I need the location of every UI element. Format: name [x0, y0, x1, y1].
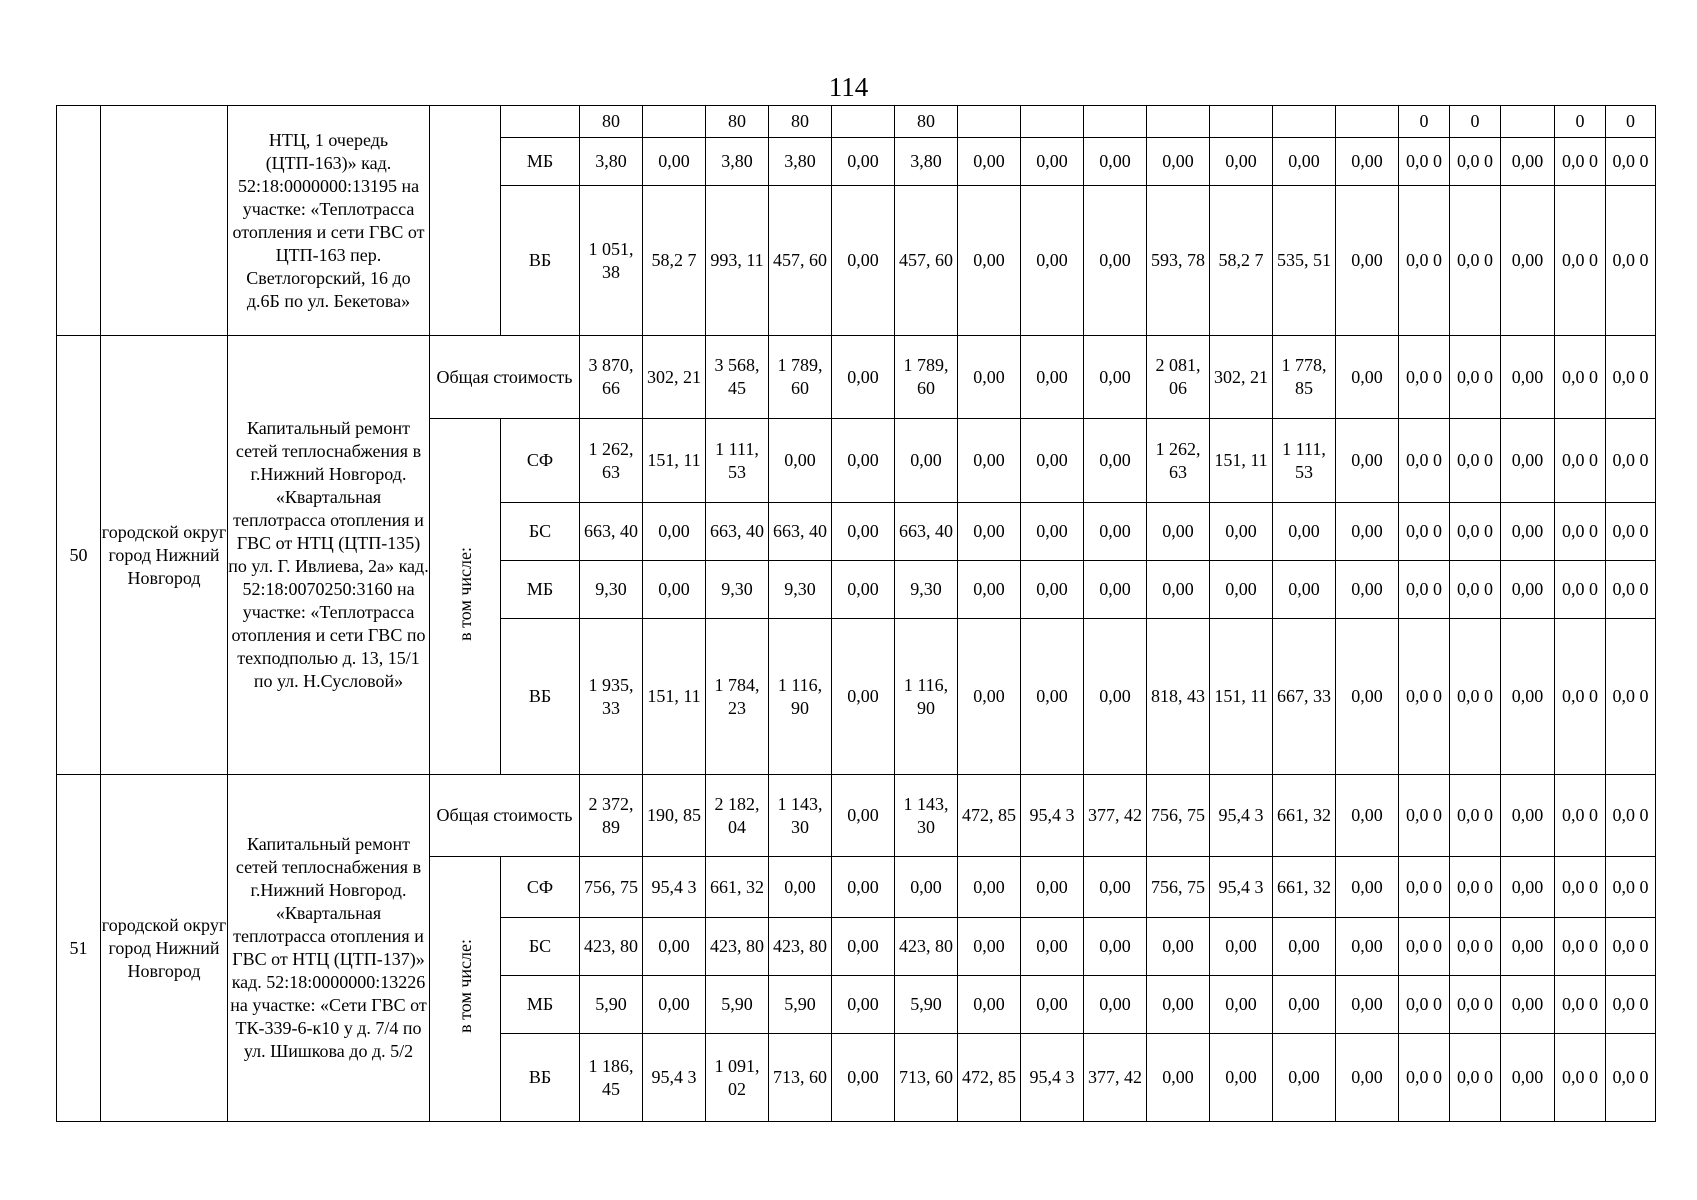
value-cell: 0,0 0 [1399, 857, 1450, 918]
value-cell: 1 116, 90 [769, 619, 832, 775]
total-cost-label: Общая стоимость [430, 336, 580, 419]
value-cell: 0,00 [958, 561, 1021, 619]
value-cell: 0,0 0 [1450, 857, 1501, 918]
value-cell: 95,4 3 [643, 1034, 706, 1122]
value-cell: 663, 40 [895, 503, 958, 561]
value-cell: 0,00 [1336, 619, 1399, 775]
value-cell: 9,30 [895, 561, 958, 619]
value-cell: 0,00 [1084, 976, 1147, 1034]
funding-source-label: СФ [501, 419, 580, 503]
value-cell: 80 [580, 106, 643, 138]
value-cell: 1 091, 02 [706, 1034, 769, 1122]
value-cell: 0,00 [643, 503, 706, 561]
value-cell: 0,00 [958, 503, 1021, 561]
value-cell: 0,0 0 [1606, 561, 1656, 619]
value-cell: 0,00 [1501, 561, 1555, 619]
value-cell: 0 [1399, 106, 1450, 138]
group-label: в том числе: [454, 939, 475, 1033]
total-value-cell: 0,0 0 [1399, 775, 1450, 857]
value-cell: 0,00 [1336, 561, 1399, 619]
value-cell: 472, 85 [958, 1034, 1021, 1122]
value-cell: 0,00 [958, 976, 1021, 1034]
value-cell [832, 106, 895, 138]
value-cell: 0,00 [1021, 857, 1084, 918]
value-cell: 377, 42 [1084, 1034, 1147, 1122]
value-cell: 0,00 [832, 976, 895, 1034]
value-cell: 0,00 [1210, 976, 1273, 1034]
value-cell: 0,00 [1336, 138, 1399, 186]
row-number-cell: 50 [57, 336, 101, 775]
page-number: 114 [828, 72, 869, 102]
value-cell: 0,00 [1336, 857, 1399, 918]
total-value-cell: 1 778, 85 [1273, 336, 1336, 419]
total-value-cell: 0,00 [1021, 336, 1084, 419]
value-cell: 0,00 [958, 138, 1021, 186]
total-value-cell: 0,00 [1336, 775, 1399, 857]
value-cell: 0,00 [1084, 419, 1147, 503]
value-cell: 0,00 [1501, 1034, 1555, 1122]
value-cell: 0,00 [1147, 1034, 1210, 1122]
total-value-cell: 1 789, 60 [895, 336, 958, 419]
total-value-cell: 3 568, 45 [706, 336, 769, 419]
value-cell [1084, 106, 1147, 138]
value-cell: 0,00 [958, 619, 1021, 775]
value-cell: 0,0 0 [1399, 918, 1450, 976]
value-cell: 3,80 [895, 138, 958, 186]
value-cell: 151, 11 [643, 619, 706, 775]
total-value-cell: 302, 21 [1210, 336, 1273, 419]
value-cell: 1 116, 90 [895, 619, 958, 775]
value-cell: 0,00 [895, 857, 958, 918]
value-cell [643, 106, 706, 138]
total-value-cell: 472, 85 [958, 775, 1021, 857]
value-cell: 58,2 7 [1210, 186, 1273, 336]
value-cell: 0,00 [1021, 561, 1084, 619]
value-cell: 0,00 [1336, 186, 1399, 336]
value-cell: 535, 51 [1273, 186, 1336, 336]
value-cell: 0,0 0 [1399, 503, 1450, 561]
table-row [57, 106, 1656, 138]
value-cell: 756, 75 [580, 857, 643, 918]
value-cell: 0,0 0 [1450, 186, 1501, 336]
value-cell: 0,0 0 [1555, 857, 1606, 918]
value-cell [1147, 106, 1210, 138]
value-cell: 0,0 0 [1555, 1034, 1606, 1122]
value-cell: 0,00 [832, 1034, 895, 1122]
value-cell [1336, 106, 1399, 138]
value-cell: 0,00 [1501, 186, 1555, 336]
value-cell: 0,0 0 [1555, 186, 1606, 336]
value-cell: 667, 33 [1273, 619, 1336, 775]
value-cell: 1 111, 53 [706, 419, 769, 503]
value-cell: 0,00 [1501, 976, 1555, 1034]
value-cell: 0,00 [769, 857, 832, 918]
value-cell: 80 [706, 106, 769, 138]
value-cell: 0,00 [895, 419, 958, 503]
value-cell: 0,0 0 [1606, 186, 1656, 336]
value-cell: 3,80 [706, 138, 769, 186]
value-cell: 0,0 0 [1606, 619, 1656, 775]
value-cell: 0,00 [1147, 138, 1210, 186]
value-cell: 0,00 [1021, 419, 1084, 503]
value-cell: 0,00 [958, 419, 1021, 503]
funding-source-label [501, 106, 580, 138]
value-cell: 423, 80 [769, 918, 832, 976]
total-value-cell: 2 081, 06 [1147, 336, 1210, 419]
group-label-cell [430, 419, 501, 775]
funding-source-label: ВБ [501, 186, 580, 336]
value-cell: 0 [1606, 106, 1656, 138]
value-cell: 5,90 [895, 976, 958, 1034]
value-cell: 151, 11 [643, 419, 706, 503]
value-cell: 0,00 [1147, 503, 1210, 561]
value-cell: 0,0 0 [1555, 419, 1606, 503]
value-cell [1210, 106, 1273, 138]
funding-source-label: СФ [501, 857, 580, 918]
value-cell: 0,00 [832, 619, 895, 775]
total-value-cell: 0,0 0 [1606, 775, 1656, 857]
municipality-cell: городской округ город Нижний Новгород [101, 775, 228, 1122]
value-cell: 423, 80 [706, 918, 769, 976]
row-number-cell [57, 106, 101, 336]
value-cell: 0,00 [1501, 619, 1555, 775]
value-cell: 0,00 [832, 138, 895, 186]
value-cell: 0,00 [832, 503, 895, 561]
total-value-cell: 190, 85 [643, 775, 706, 857]
table-row [57, 336, 1656, 419]
funding-source-label: МБ [501, 138, 580, 186]
value-cell: 0,0 0 [1450, 918, 1501, 976]
total-value-cell: 0,00 [832, 336, 895, 419]
total-value-cell: 0,00 [832, 775, 895, 857]
value-cell: 0,00 [1021, 619, 1084, 775]
value-cell: 1 784, 23 [706, 619, 769, 775]
value-cell: 0,0 0 [1450, 976, 1501, 1034]
total-value-cell: 2 372, 89 [580, 775, 643, 857]
value-cell: 713, 60 [769, 1034, 832, 1122]
value-cell: 0,0 0 [1555, 561, 1606, 619]
value-cell: 95,4 3 [1210, 857, 1273, 918]
total-value-cell: 0,00 [1501, 775, 1555, 857]
value-cell: 663, 40 [769, 503, 832, 561]
value-cell: 713, 60 [895, 1034, 958, 1122]
total-value-cell: 0,0 0 [1450, 775, 1501, 857]
value-cell: 0,0 0 [1450, 503, 1501, 561]
value-cell: 0,0 0 [1399, 186, 1450, 336]
total-value-cell: 95,4 3 [1210, 775, 1273, 857]
total-value-cell: 0,0 0 [1555, 336, 1606, 419]
funding-source-label: БС [501, 503, 580, 561]
value-cell: 0,00 [1336, 1034, 1399, 1122]
value-cell: 0,00 [958, 186, 1021, 336]
value-cell: 95,4 3 [1021, 1034, 1084, 1122]
municipality-cell: городской округ город Нижний Новгород [101, 336, 228, 775]
value-cell: 457, 60 [769, 186, 832, 336]
value-cell: 0,00 [1021, 918, 1084, 976]
value-cell: 1 111, 53 [1273, 419, 1336, 503]
value-cell: 0,0 0 [1555, 138, 1606, 186]
value-cell: 9,30 [580, 561, 643, 619]
value-cell: 0,00 [1147, 561, 1210, 619]
value-cell: 9,30 [769, 561, 832, 619]
value-cell: 457, 60 [895, 186, 958, 336]
funding-source-label: МБ [501, 976, 580, 1034]
value-cell: 5,90 [769, 976, 832, 1034]
value-cell: 0,00 [643, 138, 706, 186]
value-cell: 58,2 7 [643, 186, 706, 336]
value-cell: 756, 75 [1147, 857, 1210, 918]
value-cell: 0,00 [1084, 857, 1147, 918]
total-value-cell: 0,00 [1336, 336, 1399, 419]
value-cell: 0,00 [832, 918, 895, 976]
funding-source-label: БС [501, 918, 580, 976]
value-cell: 1 186, 45 [580, 1034, 643, 1122]
value-cell: 0,00 [769, 419, 832, 503]
cost-table [56, 105, 1656, 1122]
total-value-cell: 95,4 3 [1021, 775, 1084, 857]
value-cell: 0,0 0 [1450, 138, 1501, 186]
value-cell: 5,90 [706, 976, 769, 1034]
total-value-cell: 302, 21 [643, 336, 706, 419]
value-cell: 0,0 0 [1399, 419, 1450, 503]
value-cell: 0,00 [1084, 918, 1147, 976]
funding-source-label: ВБ [501, 1034, 580, 1122]
funding-source-label: ВБ [501, 619, 580, 775]
value-cell: 0,0 0 [1606, 918, 1656, 976]
value-cell: 0,00 [1084, 186, 1147, 336]
value-cell: 0,0 0 [1555, 503, 1606, 561]
total-value-cell: 1 143, 30 [769, 775, 832, 857]
value-cell: 0,00 [1021, 503, 1084, 561]
value-cell: 0,00 [1336, 419, 1399, 503]
object-description-cell: Капитальный ремонт сетей теплоснабжения в г.Нижний Новгород. «Квартальная теплотрасса отопления и ГВС от НТЦ (ЦТП-135) по ул. Г. Ивлиева, 2а» кад. 52:18:0070250:3160 на участке: «Теплотрасса отопления и сети ГВС по техподполью д. 13, 15/1 по ул. Н.Сусловой» [228, 336, 430, 775]
total-value-cell: 756, 75 [1147, 775, 1210, 857]
value-cell: 0,00 [643, 918, 706, 976]
value-cell: 0,00 [1210, 918, 1273, 976]
value-cell: 0,00 [1501, 857, 1555, 918]
value-cell: 0,0 0 [1555, 918, 1606, 976]
value-cell: 0,00 [1273, 503, 1336, 561]
value-cell: 0,00 [1147, 976, 1210, 1034]
value-cell: 0,0 0 [1399, 976, 1450, 1034]
value-cell: 5,90 [580, 976, 643, 1034]
value-cell: 0,00 [1336, 503, 1399, 561]
value-cell: 3,80 [580, 138, 643, 186]
value-cell: 0,00 [832, 186, 895, 336]
value-cell: 0,0 0 [1606, 857, 1656, 918]
value-cell: 9,30 [706, 561, 769, 619]
value-cell [958, 106, 1021, 138]
value-cell: 0,0 0 [1399, 1034, 1450, 1122]
value-cell: 0,0 0 [1606, 503, 1656, 561]
value-cell: 0,00 [832, 419, 895, 503]
value-cell: 95,4 3 [643, 857, 706, 918]
group-label: в том числе: [454, 546, 475, 641]
value-cell: 0,0 0 [1555, 976, 1606, 1034]
value-cell: 0,00 [643, 976, 706, 1034]
value-cell: 423, 80 [895, 918, 958, 976]
value-cell: 0,00 [1210, 561, 1273, 619]
value-cell: 0,0 0 [1450, 561, 1501, 619]
value-cell: 0,0 0 [1450, 419, 1501, 503]
value-cell: 0,00 [1273, 918, 1336, 976]
value-cell: 0,00 [643, 561, 706, 619]
total-value-cell: 0,00 [958, 336, 1021, 419]
value-cell: 818, 43 [1147, 619, 1210, 775]
value-cell: 0,0 0 [1450, 1034, 1501, 1122]
municipality-cell [101, 106, 228, 336]
value-cell: 0,00 [1210, 1034, 1273, 1122]
total-value-cell: 3 870, 66 [580, 336, 643, 419]
value-cell: 0,0 0 [1399, 138, 1450, 186]
total-value-cell: 377, 42 [1084, 775, 1147, 857]
value-cell: 80 [895, 106, 958, 138]
value-cell: 0,0 0 [1606, 976, 1656, 1034]
total-value-cell: 1 143, 30 [895, 775, 958, 857]
total-value-cell: 2 182, 04 [706, 775, 769, 857]
value-cell: 3,80 [769, 138, 832, 186]
value-cell: 0,00 [1021, 138, 1084, 186]
value-cell: 0,00 [1336, 918, 1399, 976]
value-cell: 0,00 [958, 857, 1021, 918]
value-cell: 1 051, 38 [580, 186, 643, 336]
value-cell: 0,0 0 [1555, 619, 1606, 775]
group-label-cell [430, 106, 501, 336]
value-cell: 0,00 [1501, 419, 1555, 503]
value-cell: 661, 32 [1273, 857, 1336, 918]
value-cell: 0,00 [832, 561, 895, 619]
value-cell: 0,00 [1501, 138, 1555, 186]
value-cell: 80 [769, 106, 832, 138]
total-cost-label: Общая стоимость [430, 775, 580, 857]
value-cell: 1 262, 63 [580, 419, 643, 503]
value-cell: 0,00 [1147, 918, 1210, 976]
value-cell [1501, 106, 1555, 138]
value-cell: 0,00 [1210, 138, 1273, 186]
value-cell: 0 [1555, 106, 1606, 138]
row-number-cell: 51 [57, 775, 101, 1122]
value-cell [1021, 106, 1084, 138]
total-value-cell: 0,0 0 [1555, 775, 1606, 857]
value-cell: 0,00 [1084, 503, 1147, 561]
group-label-cell [430, 857, 501, 1122]
value-cell: 0,00 [1084, 619, 1147, 775]
value-cell: 0,00 [1273, 561, 1336, 619]
value-cell: 0,00 [1273, 976, 1336, 1034]
value-cell: 0,00 [1084, 138, 1147, 186]
total-value-cell: 0,00 [1501, 336, 1555, 419]
value-cell: 0,00 [1021, 976, 1084, 1034]
value-cell: 0 [1450, 106, 1501, 138]
value-cell: 663, 40 [706, 503, 769, 561]
total-value-cell: 661, 32 [1273, 775, 1336, 857]
value-cell: 423, 80 [580, 918, 643, 976]
object-description-cell: Капитальный ремонт сетей теплоснабжения в г.Нижний Новгород. «Квартальная теплотрасса отопления и ГВС от НТЦ (ЦТП-137)» кад. 52:18:0000000:13226 на участке: «Сети ГВС от ТК-339-6-к10 у д. 7/4 по ул. Шишкова до д. 5/2 [228, 775, 430, 1122]
total-value-cell: 1 789, 60 [769, 336, 832, 419]
value-cell: 151, 11 [1210, 619, 1273, 775]
value-cell: 0,0 0 [1399, 619, 1450, 775]
value-cell: 0,00 [1336, 976, 1399, 1034]
value-cell: 0,00 [1021, 186, 1084, 336]
table-row [57, 775, 1656, 857]
funding-source-label: МБ [501, 561, 580, 619]
total-value-cell: 0,0 0 [1450, 336, 1501, 419]
value-cell: 0,0 0 [1606, 419, 1656, 503]
value-cell: 993, 11 [706, 186, 769, 336]
value-cell: 1 262, 63 [1147, 419, 1210, 503]
value-cell: 661, 32 [706, 857, 769, 918]
value-cell: 151, 11 [1210, 419, 1273, 503]
total-value-cell: 0,0 0 [1399, 336, 1450, 419]
value-cell: 0,00 [1084, 561, 1147, 619]
value-cell: 0,00 [832, 857, 895, 918]
value-cell: 0,00 [1273, 138, 1336, 186]
value-cell: 0,0 0 [1606, 138, 1656, 186]
value-cell [1273, 106, 1336, 138]
value-cell: 663, 40 [580, 503, 643, 561]
value-cell: 0,0 0 [1399, 561, 1450, 619]
value-cell: 0,00 [1273, 1034, 1336, 1122]
total-value-cell: 0,00 [1084, 336, 1147, 419]
total-value-cell: 0,0 0 [1606, 336, 1656, 419]
value-cell: 0,00 [958, 918, 1021, 976]
value-cell: 0,00 [1501, 918, 1555, 976]
value-cell: 0,00 [1210, 503, 1273, 561]
value-cell: 0,0 0 [1606, 1034, 1656, 1122]
value-cell: 593, 78 [1147, 186, 1210, 336]
object-description-cell: НТЦ, 1 очередь (ЦТП-163)» кад. 52:18:0000000:13195 на участке: «Теплотрасса отопления и сети ГВС от ЦТП-163 пер. Светлогорский, 16 до д.6Б по ул. Бекетова» [228, 106, 430, 336]
value-cell: 0,0 0 [1450, 619, 1501, 775]
value-cell: 0,00 [1501, 503, 1555, 561]
value-cell: 1 935, 33 [580, 619, 643, 775]
